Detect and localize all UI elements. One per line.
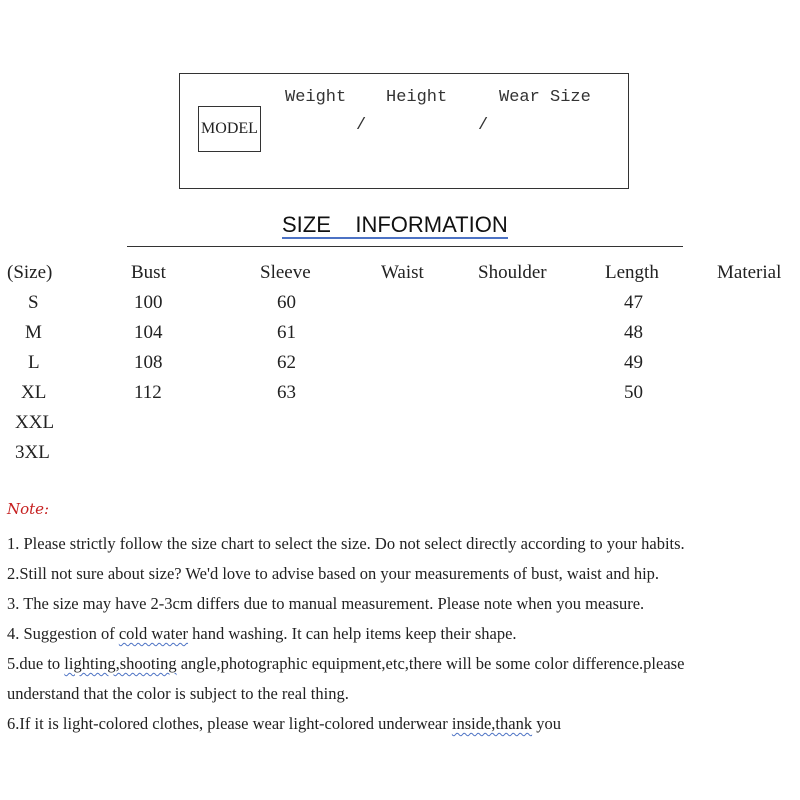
length-cell: 49: [624, 352, 643, 373]
weight-height-separator: /: [356, 116, 367, 135]
header-bust: Bust: [131, 262, 166, 283]
length-cell: 48: [624, 322, 643, 343]
height-size-separator: /: [478, 116, 489, 135]
header-shoulder: Shoulder: [478, 262, 547, 283]
header-material: Material: [717, 262, 782, 283]
sleeve-cell: 63: [277, 382, 296, 403]
note-5: [7, 654, 684, 674]
note-4: [7, 624, 517, 644]
note-6: [7, 714, 561, 734]
header-waist: Waist: [381, 262, 424, 283]
note-1: 1. Please strictly follow the size chart to select the size. Do not select directly according to your habits.: [7, 534, 685, 553]
header-length: Length: [605, 262, 659, 283]
size-cell: 3XL: [15, 442, 50, 463]
bust-cell: 100: [134, 292, 163, 313]
sleeve-cell: 60: [277, 292, 296, 313]
size-cell: XXL: [15, 412, 55, 433]
bust-cell: 108: [134, 352, 163, 373]
model-label: MODEL: [198, 106, 261, 152]
model-info-box: [179, 73, 629, 189]
size-information-title: SIZE INFORMATION: [282, 212, 508, 237]
bust-cell: 112: [134, 382, 162, 403]
bust-cell: 104: [134, 322, 163, 343]
note-6-underlined: inside,thank: [451, 714, 533, 733]
note-5-continued: understand that the color is subject to the real thing.: [7, 684, 349, 703]
note-5-text: 5.due to: [7, 654, 65, 673]
size-cell: L: [28, 352, 40, 373]
note-6-text-end: you: [532, 714, 561, 733]
title-divider: [127, 246, 683, 247]
size-cell: XL: [21, 382, 47, 403]
note-4-text-end: hand washing. It can help items keep their shape.: [188, 624, 517, 643]
sleeve-cell: 62: [277, 352, 296, 373]
height-header: Height: [386, 88, 448, 107]
header-sleeve: Sleeve: [260, 262, 311, 283]
note-6-text: 6.If it is light-colored clothes, please wear light-colored underwear: [7, 714, 452, 733]
length-cell: 47: [624, 292, 643, 313]
note-5-underlined: lighting,shooting: [64, 654, 177, 673]
length-cell: 50: [624, 382, 643, 403]
note-4-text: 4. Suggestion of: [7, 624, 119, 643]
note-5-text-end: angle,photographic equipment,etc,there will be some color difference.please: [176, 654, 685, 673]
weight-header: Weight: [285, 88, 347, 107]
sleeve-cell: 61: [277, 322, 296, 343]
note-heading: Note:: [7, 500, 50, 518]
header-size: (Size): [7, 262, 53, 283]
wear-size-header: Wear Size: [499, 88, 591, 107]
size-cell: S: [28, 292, 39, 313]
note-3: 3. The size may have 2-3cm differs due to manual measurement. Please note when you measure.: [7, 594, 645, 613]
note-4-underlined: cold water: [118, 624, 189, 643]
size-cell: M: [25, 322, 42, 343]
note-2: 2.Still not sure about size? We'd love to advise based on your measurements of bust, waist and hip.: [7, 564, 660, 583]
